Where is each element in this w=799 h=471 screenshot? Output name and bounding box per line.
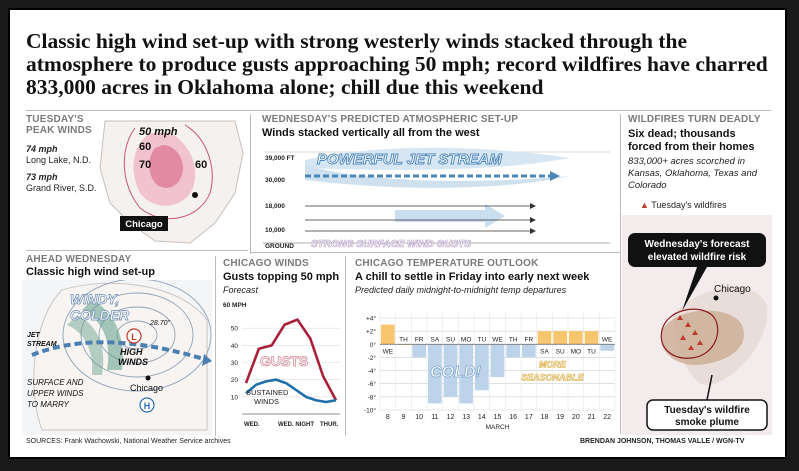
divider-v3 — [215, 256, 216, 436]
winds-forecast: Forecast — [223, 285, 259, 295]
temp-bar — [569, 331, 583, 344]
temp-day-label: SU — [555, 348, 565, 356]
temp-y-tick: -4° — [367, 368, 376, 376]
winds-title: CHICAGO WINDS — [223, 258, 309, 269]
divider-h-mid — [250, 252, 620, 253]
high-winds-line2: WINDS — [118, 357, 148, 367]
colder-label: COLDER — [70, 307, 130, 323]
altitude-39000: 39,000 FT — [265, 155, 295, 162]
temp-day-label: WE — [492, 336, 503, 344]
winds-subtitle: Gusts topping 50 mph — [223, 271, 340, 283]
ahead-chicago-dot — [146, 376, 151, 381]
winds-chart — [220, 297, 344, 437]
contour-label-60b: 60 — [195, 159, 208, 171]
forecast-box-line2: elevated wildfire risk — [647, 252, 747, 263]
wildfires-desc: 833,000+ acres scorched in Kansas, Oklahoma, Texas and Colorado — [628, 156, 758, 191]
temp-chart — [350, 298, 618, 436]
chicago-label: Chicago — [125, 219, 163, 230]
altitude-10000: 10,000 — [265, 227, 285, 234]
wildfires-map — [622, 215, 772, 435]
low-symbol: L — [131, 332, 137, 342]
surface-winds-line1: SURFACE AND — [27, 378, 84, 387]
winds-y-unit: 60 MPH — [223, 302, 247, 309]
chicago-dot-fire — [714, 296, 719, 301]
seasonable-label-1: MORE — [538, 359, 566, 370]
temp-day-label: TU — [477, 336, 487, 344]
peak-place-1: Long Lake, N.D. — [26, 155, 92, 165]
temp-day-label: SU — [445, 336, 456, 344]
temp-x-tick: 8 — [385, 414, 390, 421]
peak-winds-title-1: TUESDAY'S — [26, 114, 84, 125]
temp-day-label: FR — [414, 336, 424, 344]
surface-winds-line2: UPPER WINDS — [27, 389, 84, 398]
temp-bar — [600, 344, 614, 351]
high-winds-line1: HIGH — [120, 347, 143, 357]
wildfires-line2: forced from their homes — [628, 141, 755, 153]
footer-credit: BRENDAN JOHNSON, THOMAS VALLE / WGN-TV — [580, 438, 745, 445]
temp-x-tick: 17 — [524, 414, 533, 421]
temp-y-tick: -6° — [367, 381, 376, 389]
temp-bar — [506, 344, 520, 357]
temp-desc: Predicted daily midnight-to-midnight temp departures — [355, 285, 567, 295]
divider-v2 — [620, 114, 621, 434]
temp-day-label: WE — [601, 336, 613, 344]
altitude-18000: 18,000 — [265, 203, 285, 210]
sustained-label-2: WINDS — [254, 397, 279, 407]
wildfires-line1: Six dead; thousands — [628, 128, 736, 140]
cold-label: COLD! — [430, 364, 481, 382]
temp-day-label: MO — [460, 336, 472, 344]
ahead-title: AHEAD WEDNESDAY — [26, 254, 132, 265]
ahead-jet-stream-2: STREAM — [27, 341, 57, 348]
temp-x-tick: 15 — [493, 414, 502, 421]
winds-x-label: THUR. — [320, 422, 339, 428]
altitude-30000: 30,000 — [265, 177, 285, 184]
divider-h-left — [26, 250, 248, 251]
forecast-box-line1: Wednesday's forecast — [644, 239, 750, 250]
ahead-map — [22, 280, 212, 435]
seasonable-label-2: SEASONABLE — [521, 372, 584, 383]
temp-subtitle: A chill to settle in Friday into early next week — [355, 271, 590, 283]
temp-day-label: SA — [430, 336, 440, 344]
temp-day-label: TU — [587, 348, 596, 356]
contour-label-50: 50 mph — [139, 126, 178, 138]
temp-bar — [381, 325, 395, 345]
headline: Classic high wind set-up with strong westerly winds stacked through the atmosphere to produce gusts approaching 50 mph; record wildfires have charred 833,000 acres in Oklahoma alone; chill due this weekend — [26, 29, 768, 99]
winds-y-tick: 30 — [230, 360, 238, 367]
temp-y-tick: +4° — [365, 315, 376, 323]
temp-x-tick: 9 — [401, 414, 406, 421]
chicago-dot — [192, 192, 198, 198]
winds-x-label: WED. NIGHT — [278, 422, 314, 428]
temp-x-tick: 21 — [587, 414, 596, 421]
top-divider — [26, 110, 771, 111]
divider-v4 — [345, 256, 346, 436]
temp-y-tick: +2° — [365, 328, 376, 336]
temp-day-label: SA — [540, 348, 549, 356]
temp-x-tick: 14 — [477, 414, 486, 421]
temp-day-label: MO — [570, 348, 582, 356]
atmosphere-subtitle: Winds stacked vertically all from the west — [262, 127, 480, 139]
temp-y-tick: -8° — [367, 394, 376, 402]
temp-x-tick: 10 — [415, 414, 424, 421]
gusts-label: GUSTS — [260, 352, 309, 369]
winds-x-label: WED. — [244, 422, 260, 428]
temp-day-label: WE — [382, 348, 394, 356]
temp-x-tick: 19 — [556, 414, 565, 421]
footer-sources: SOURCES: Frank Wachowski, National Weather Service archives — [26, 438, 231, 445]
altitude-ground: GROUND — [265, 243, 294, 250]
wildfires-legend-text: Tuesday's wildfires — [651, 200, 727, 210]
ahead-jet-stream: JET — [27, 332, 40, 339]
temp-x-tick: 22 — [603, 414, 612, 421]
temp-day-label: TH — [399, 336, 408, 344]
temp-x-tick: 16 — [509, 414, 518, 421]
temp-y-tick: -10° — [364, 407, 376, 415]
winds-y-tick: 20 — [230, 377, 238, 385]
temp-x-tick: 13 — [462, 414, 471, 421]
infographic-frame — [8, 8, 787, 459]
temp-x-label: MARCH — [485, 424, 510, 431]
temp-x-tick: 12 — [446, 414, 455, 421]
high-symbol: H — [143, 401, 151, 411]
winds-y-tick: 10 — [230, 394, 238, 402]
temp-title: CHICAGO TEMPERATURE OUTLOOK — [355, 258, 539, 269]
temp-x-tick: 11 — [431, 414, 439, 421]
temp-day-label: FR — [524, 336, 534, 344]
winds-y-tick: 40 — [230, 342, 238, 350]
surface-winds-line3: TO MARRY — [27, 400, 69, 409]
jet-stream-label: POWERFUL JET STREAM — [317, 151, 502, 168]
atmosphere-title: WEDNESDAY'S PREDICTED ATMOSPHERIC SET-UP — [262, 114, 519, 125]
contour-label-60a: 60 — [139, 141, 152, 153]
contour-label-70: 70 — [139, 159, 152, 171]
temp-bar — [412, 344, 426, 357]
surface-gusts-label: STRONG SURFACE WIND GUSTS — [311, 239, 472, 250]
temp-y-tick: 0° — [369, 341, 376, 349]
ahead-chicago: Chicago — [130, 383, 164, 393]
peak-value-2: 73 mph — [26, 172, 58, 182]
temp-day-label: TH — [508, 336, 518, 344]
atmosphere-diagram — [255, 140, 617, 250]
fire-icon: ▲ — [640, 200, 649, 210]
peak-place-2: Grand River, S.D. — [26, 183, 97, 193]
temp-bar — [538, 331, 552, 344]
windy-label: WINDY, — [70, 291, 120, 307]
peak-winds-title-2: PEAK WINDS — [26, 125, 92, 136]
temp-bar — [491, 344, 505, 377]
winds-y-tick: 50 — [230, 325, 238, 333]
wildfires-legend — [640, 200, 727, 210]
temp-bar — [585, 331, 599, 344]
temp-y-tick: -2° — [367, 354, 376, 362]
divider-v1 — [250, 114, 251, 254]
plume-box-line1: Tuesday's wildfire — [664, 405, 750, 416]
pressure-value: 28.70" — [150, 320, 171, 327]
wildfires-title: WILDFIRES TURN DEADLY — [628, 114, 761, 125]
peak-value-1: 74 mph — [26, 144, 58, 154]
sustained-label-1: SUSTAINED — [246, 388, 289, 398]
ahead-subtitle: Classic high wind set-up — [26, 266, 155, 278]
temp-bar — [553, 331, 567, 344]
temp-x-tick: 18 — [540, 414, 549, 421]
temp-bar — [522, 344, 536, 357]
temp-x-tick: 20 — [571, 414, 580, 421]
peak-winds-map — [95, 113, 245, 248]
plume-box-line2: smoke plume — [675, 417, 739, 428]
wildfires-chicago: Chicago — [714, 284, 751, 295]
